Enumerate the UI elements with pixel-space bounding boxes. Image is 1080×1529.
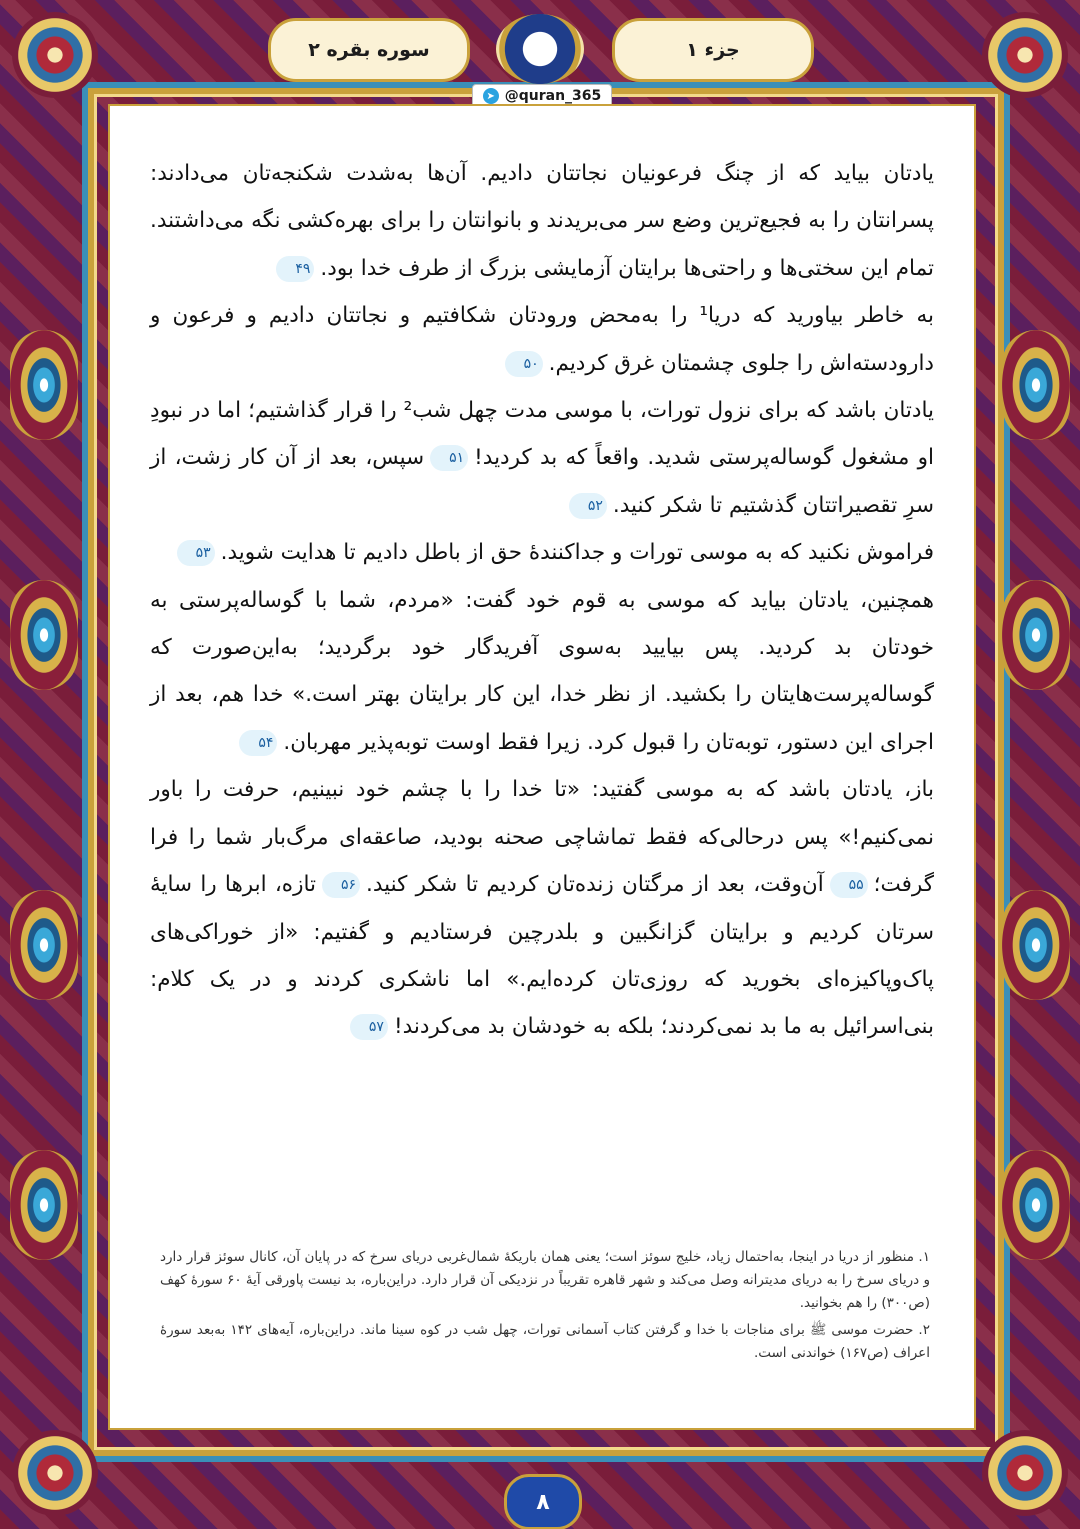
ayah-number: ۵۴: [239, 730, 277, 756]
corner-ornament: [12, 1430, 98, 1516]
paragraph: [150, 387, 934, 529]
paragraph-text: تازه، ابرها را سایهٔ سرتان کردیم و برایتان گزانگبین و بلدرچین فرستادیم و گفتیم: «از خوراکی‌های پاک‌وپاکیزه‌ای بخورید که روزی‌تان کرده‌ایم.» اما ناشکری کردند و در یک کلام: بنی‌اسرائیل به ما بد نمی‌کردند؛ بلکه به خودشان بد می‌کردند!: [150, 872, 934, 1040]
paragraph-text: فراموش نکنید که به موسی تورات و جداکنندهٔ حق از باطل دادیم تا هدایت شوید.: [220, 540, 934, 566]
paragraph: [150, 577, 934, 767]
corner-ornament: [982, 12, 1068, 98]
paragraph: [150, 766, 934, 1050]
ayah-number: ۵۱: [430, 445, 468, 471]
footnote: ۱. منظور از دریا در اینجا، به‌احتمال زیاد، خلیج سوئز است؛ یعنی همان باریکهٔ شمال‌غربی دریای سرخ که در پایان آن، کانال سوئز قرار دارد و دریای سرخ را به دریای مدیترانه وصل می‌کند و شهر قاهره تقریباً در نزدیکی آن قرار دارد. دراین‌باره، بد نیست پاورقی آیهٔ ۶۰ سورهٔ کهف (ص۳۰۰) را هم بخوانید.: [160, 1249, 930, 1311]
paragraph-text: یادتان باشد که برای نزول تورات، با موسی مدت چهل شب² را قرار گذاشتیم؛ اما در نبودِ او مشغول گوساله‌پرستی شدید. واقعاً که بد کردید!: [150, 398, 934, 471]
paragraph: [150, 150, 934, 292]
paragraph-text: همچنین، یادتان بیاید که موسی به قوم خود گفت: «مردم، شما با گوساله‌پرستی به خودتان بد کردید. پس بیایید به‌سوی آفریدگار خود برگردید؛ به‌این‌صورت که گوساله‌پرست‌هایتان را بکشید. از نظر خدا، این کار برایتان بهتر است.» خدا هم، بعد از اجرای این دستور، توبه‌تان را قبول کرد. زیرا فقط اوست توبه‌پذیر مهربان.: [150, 587, 934, 755]
paragraph: [150, 292, 934, 387]
page-number: ۸: [504, 1474, 582, 1529]
ayah-number: ۵۳: [177, 540, 215, 566]
ayah-number: ۵۶: [322, 872, 360, 898]
side-medallion: [1002, 1150, 1070, 1260]
ayah-number: ۵۲: [569, 493, 607, 519]
calligraphy-emblem-icon: ✦: [496, 14, 584, 84]
side-medallion: [10, 330, 78, 440]
text-panel: [108, 104, 976, 1430]
ayah-number: ۴۹: [276, 256, 314, 282]
translation-body: [150, 150, 934, 1051]
ayah-number: ۵۵: [830, 872, 868, 898]
telegram-icon: ➤: [483, 88, 499, 104]
juz-label: جزء ۱: [612, 18, 814, 82]
side-medallion: [10, 1150, 78, 1260]
paragraph-text: سپس، بعد از آن کار زشت، از سرِ تقصیراتتان گذشتیم تا شکر کنید.: [150, 445, 934, 518]
side-medallion: [10, 890, 78, 1000]
side-medallion: [1002, 330, 1070, 440]
surah-label: سوره بقره ۲: [268, 18, 470, 82]
side-medallion: [10, 580, 78, 690]
side-medallion: [1002, 890, 1070, 1000]
paragraph-text: آن‌وقت، بعد از مرگتان زنده‌تان کردیم تا شکر کنید.: [366, 872, 824, 898]
paragraph-text: یادتان بیاید که از چنگ فرعونیان نجاتتان دادیم. آن‌ها به‌شدت شکنجه‌تان می‌دادند: پسرانتان را به فجیع‌ترین وضع سر می‌بریدند و بانوانتان را برای بهره‌کشی نگه می‌داشتند. تمام این سختی‌ها و راحتی‌ها برایتان آزمایشی بزرگ از طرف خدا بود.: [150, 161, 934, 281]
corner-ornament: [12, 12, 98, 98]
paragraph-text: به خاطر بیاورید که دریا¹ را به‌محض ورودتان شکافتیم و نجاتتان دادیم و فرعون و دارودسته‌اش را جلوی چشمتان غرق کردیم.: [150, 303, 934, 376]
footnote: ۲. حضرت موسی ﷺ برای مناجات با خدا و گرفتن کتاب آسمانی تورات، چهل شب در کوه سینا ماند. دراین‌باره، آیه‌های ۱۴۲ به‌بعد سورهٔ اعراف (ص۱۶۷) خواندنی است.: [160, 1322, 930, 1361]
corner-ornament: [982, 1430, 1068, 1516]
ayah-number: ۵۷: [350, 1014, 388, 1040]
paragraph-text: باز، یادتان باشد که به موسی گفتید: «تا خدا را با چشم خود نبینیم، حرفت را باور نمی‌کنیم!» پس درحالی‌که فقط تماشاچی صحنه بودید، صاعقه‌ای مرگ‌بار شما را فرا گرفت؛: [150, 777, 934, 898]
paragraph: [150, 529, 934, 576]
ayah-number: ۵۰: [505, 351, 543, 377]
footnotes: [160, 1246, 930, 1369]
telegram-handle-text: @quran_365: [504, 88, 602, 104]
side-medallion: [1002, 580, 1070, 690]
